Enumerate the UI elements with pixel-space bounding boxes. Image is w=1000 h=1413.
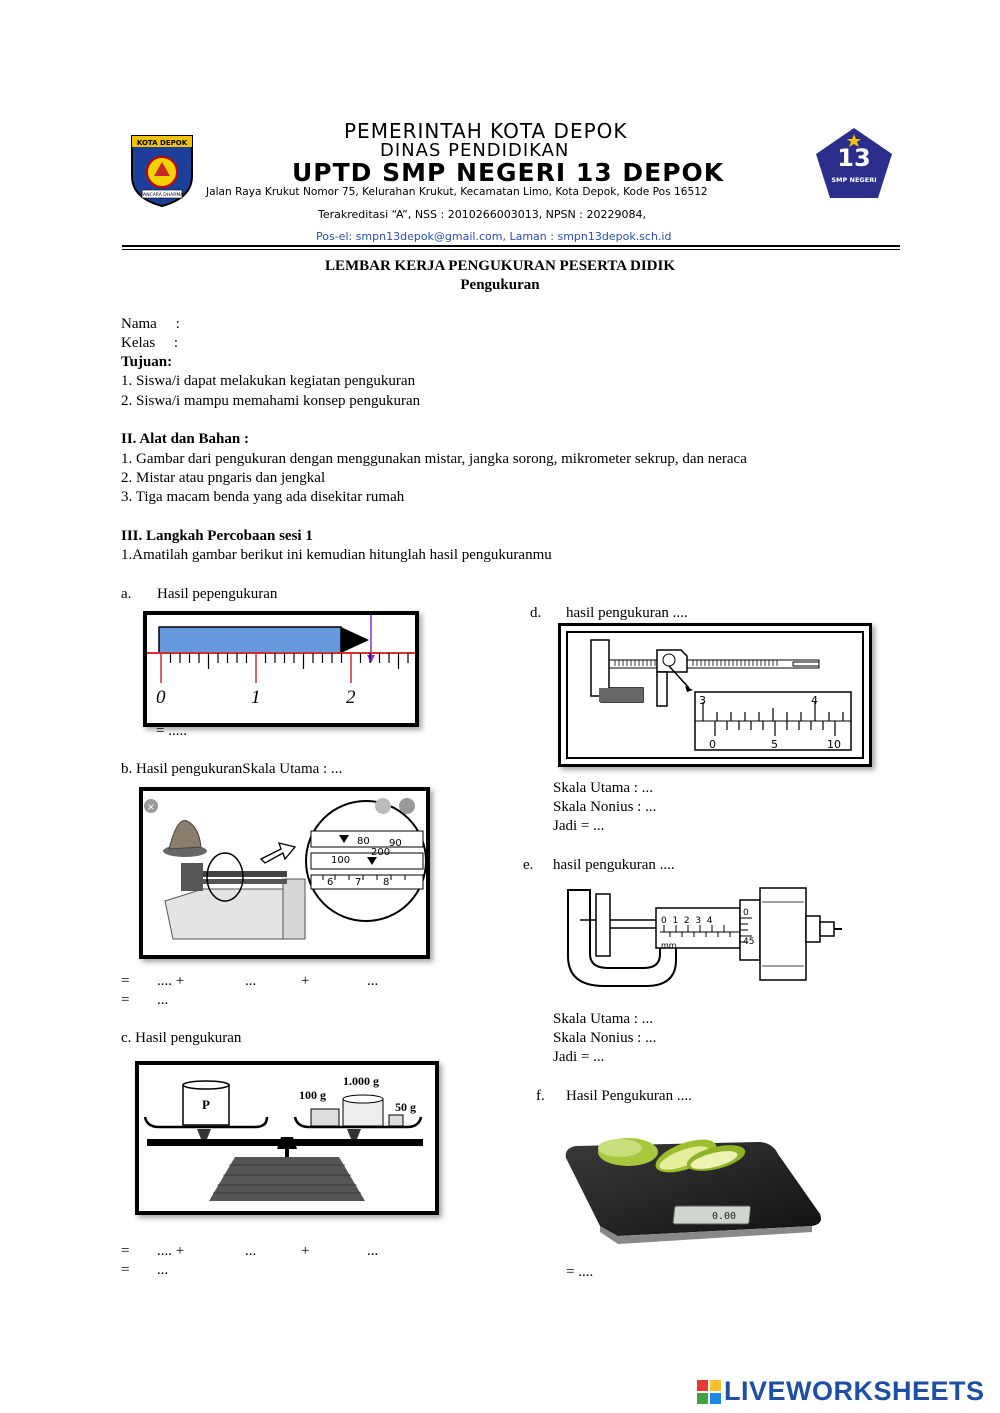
balance-scale-image	[135, 1061, 439, 1215]
liveworksheets-icon	[697, 1380, 721, 1404]
section-f-label: Hasil Pengukuran ....	[566, 1088, 692, 1104]
vernier-number: 5	[771, 738, 778, 751]
vernier-caliper-image	[558, 623, 872, 767]
svg-text:×: ×	[146, 802, 156, 813]
weight-label: 1.000 g	[343, 1074, 379, 1088]
dept-title: DINAS PENDIDIKAN	[380, 140, 570, 161]
micrometer-image	[560, 882, 850, 990]
section-c-blank: ...	[367, 1243, 379, 1259]
section-c-label: c. Hasil pengukuran	[121, 1030, 242, 1046]
school-address: Jalan Raya Krukut Nomor 75, Kelurahan Krukut, Kecamatan Limo, Kota Depok, Kode Pos 16512	[206, 186, 708, 198]
nama-field: Nama :	[121, 316, 180, 332]
vernier-number: 0	[709, 738, 716, 751]
weight-label: 50 g	[395, 1100, 416, 1114]
section-d-marker: d.	[530, 605, 542, 621]
scale-reading: 200	[371, 847, 391, 858]
section-c-blank: ...	[157, 1262, 169, 1278]
section-a-answer: = .....	[156, 723, 187, 739]
alat-item: 3. Tiga macam benda yang ada disekitar rumah	[121, 489, 405, 505]
scale-reading: 6	[327, 877, 334, 888]
section-b-eq: =	[121, 973, 130, 989]
section-e-label: hasil pengukuran ....	[553, 857, 675, 873]
langkah-instruction: 1.Amatilah gambar berikut ini kemudian hitunglah hasil pengukuranmu	[121, 547, 552, 563]
school-contact: Pos-el: smpn13depok@gmail.com, Laman : smpn13depok.sch.id	[316, 230, 672, 243]
thimble-number: 0	[743, 908, 749, 918]
left-logo-text: KOTA DEPOK	[136, 139, 188, 147]
header-rule-thin	[122, 249, 900, 250]
tujuan-heading: Tujuan:	[121, 354, 173, 370]
unit-label: mm	[661, 941, 677, 950]
section-f-answer: = ....	[566, 1264, 594, 1280]
section-f-marker: f.	[536, 1088, 545, 1104]
right-logo-number: 13	[837, 144, 871, 172]
scale-reading: 8	[383, 877, 390, 888]
worksheet-subtitle: Pengukuran	[460, 277, 540, 293]
liveworksheets-logo[interactable]	[697, 1377, 993, 1409]
section-b-label: b. Hasil pengukuranSkala Utama : ...	[121, 761, 343, 777]
main-scale-number: 3	[699, 694, 706, 707]
section-b-eq: =	[121, 992, 130, 1008]
section-d-result: Jadi = ...	[553, 818, 605, 834]
section-c-eq: =	[121, 1243, 130, 1259]
scale-reading: 100	[331, 855, 351, 866]
langkah-heading: III. Langkah Percobaan sesi 1	[121, 528, 313, 544]
vernier-number: 10	[827, 738, 841, 751]
letterhead	[120, 118, 900, 250]
ruler-number: 2	[346, 687, 356, 708]
ruler-number: 0	[156, 687, 166, 708]
section-a-marker: a.	[121, 586, 132, 602]
scale-display: 0.00	[711, 1211, 737, 1222]
alat-heading: II. Alat dan Bahan :	[121, 431, 249, 447]
scale-reading: 80	[357, 836, 370, 847]
section-e-vernier-scale: Skala Nonius : ...	[553, 1030, 657, 1046]
section-c-plus: +	[301, 1243, 310, 1259]
alat-item: 2. Mistar atau pngaris dan jengkal	[121, 470, 326, 486]
weight-label: P	[202, 1097, 210, 1112]
left-logo-motto: PANCARA DHARMA	[140, 193, 184, 198]
smpn13-logo	[814, 126, 894, 202]
ruler-image	[143, 611, 419, 727]
section-a-label: Hasil pepengukuran	[157, 586, 278, 602]
thimble-number: 45	[743, 937, 755, 947]
school-title: UPTD SMP NEGERI 13 DEPOK	[292, 158, 725, 187]
gov-title: PEMERINTAH KOTA DEPOK	[344, 119, 628, 143]
section-d-label: hasil pengukuran ....	[566, 605, 688, 621]
section-b-blank: ...	[157, 992, 169, 1008]
right-logo-text: SMP NEGERI	[831, 176, 877, 184]
section-b-blank: ...	[245, 973, 257, 989]
tujuan-item: 1. Siswa/i dapat melakukan kegiatan pengukuran	[121, 373, 416, 389]
section-e-marker: e.	[523, 857, 534, 873]
section-c-eq: =	[121, 1262, 130, 1278]
alat-item: 1. Gambar dari pengukuran dengan menggunakan mistar, jangka sorong, mikrometer sekrup, dan neraca	[121, 451, 747, 467]
section-e-result: Jadi = ...	[553, 1049, 605, 1065]
section-c-blank: ...	[245, 1243, 257, 1259]
sleeve-numbers: 0 1 2 3 4	[661, 916, 713, 926]
section-e-main-scale: Skala Utama : ...	[553, 1011, 653, 1027]
scale-reading: 90	[389, 838, 402, 849]
weight-label: 100 g	[299, 1088, 326, 1102]
section-b-blank: .... +	[157, 973, 185, 989]
section-d-main-scale: Skala Utama : ...	[553, 780, 653, 796]
ruler-number: 1	[251, 687, 261, 708]
digital-scale-image	[558, 1118, 828, 1258]
worksheet-title: LEMBAR KERJA PENGUKURAN PESERTA DIDIK	[324, 258, 676, 274]
kelas-field: Kelas :	[121, 335, 179, 351]
main-scale-number: 4	[811, 694, 818, 707]
kota-depok-logo	[128, 132, 196, 208]
tujuan-item: 2. Siswa/i mampu memahami konsep pengukuran	[121, 393, 421, 409]
school-accreditation: Terakreditasi “A”, NSS : 2010266003013, NPSN : 20229084,	[318, 208, 646, 221]
section-d-vernier-scale: Skala Nonius : ...	[553, 799, 657, 815]
section-b-blank: ...	[367, 973, 379, 989]
triple-beam-balance-image	[139, 787, 430, 959]
section-b-plus: +	[301, 973, 310, 989]
header-rule-thick	[122, 245, 900, 247]
section-c-blank: .... +	[157, 1243, 185, 1259]
liveworksheets-brand: LIVEWORKSHEETS	[724, 1376, 985, 1406]
scale-reading: 7	[355, 877, 362, 888]
